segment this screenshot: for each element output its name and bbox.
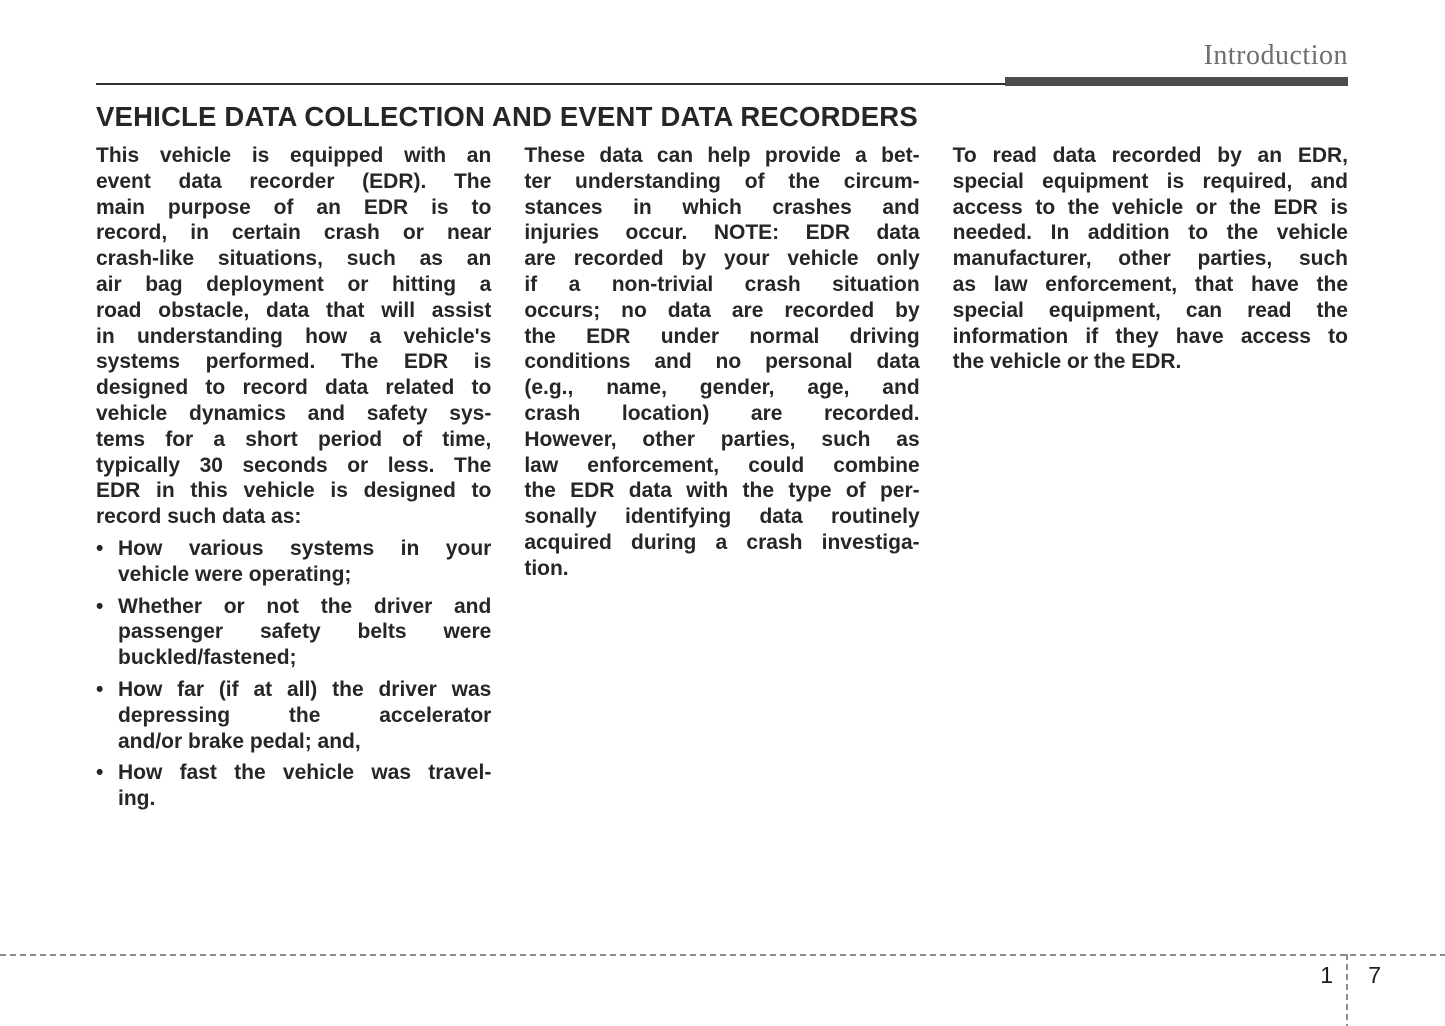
header-rule-thick <box>1005 77 1348 86</box>
text-line: depressing the accelerator <box>118 703 492 727</box>
text-line: injuries occur. NOTE: EDR data <box>524 221 920 245</box>
text-line: (e.g., name, gender, age, and <box>524 376 920 400</box>
text-line: buckled/fastened; <box>118 646 297 670</box>
text-line: as law enforcement, that have the <box>952 272 1348 296</box>
bullet-marker: • <box>96 594 104 618</box>
text-line: Whether or not the driver and <box>118 594 492 618</box>
text-line: are recorded by your vehicle only <box>524 247 920 271</box>
bullet-item <box>96 677 491 754</box>
text-line: ing. <box>118 787 156 811</box>
text-line: vehicle were operating; <box>118 562 352 586</box>
text-line: This vehicle is equipped with an <box>96 144 492 167</box>
bullet-marker: • <box>96 677 104 701</box>
bullet-marker: • <box>96 761 104 785</box>
text-column <box>524 143 919 812</box>
text-line: To read data recorded by an EDR, <box>952 144 1348 167</box>
footer-dashed-rule <box>0 954 1445 956</box>
header-rule <box>96 77 1348 86</box>
text-line: systems performed. The EDR is <box>96 350 492 374</box>
text-line: conditions and no personal data <box>524 350 920 374</box>
text-line: How fast the vehicle was travel- <box>118 761 492 785</box>
bullet-item <box>96 594 491 671</box>
text-line: ter understanding of the circum- <box>524 169 920 193</box>
text-line: event data recorder (EDR). The <box>96 169 492 193</box>
text-line: How far (if at all) the driver was <box>118 677 492 701</box>
paragraph <box>96 143 491 530</box>
text-line: EDR in this vehicle is designed to <box>96 479 492 503</box>
section-title: Introduction <box>1203 40 1348 71</box>
bullet-marker: • <box>96 536 104 560</box>
text-line: vehicle dynamics and safety sys- <box>96 401 492 425</box>
text-line: tems for a short period of time, <box>96 427 492 451</box>
chapter-number: 1 <box>1320 962 1333 988</box>
page-footer <box>0 954 1445 1026</box>
text-line: record, in certain crash or near <box>96 221 492 245</box>
bullet-item <box>96 536 491 588</box>
text-line: acquired during a crash investiga- <box>524 530 920 554</box>
text-line: special equipment, can read the <box>952 298 1348 322</box>
bullet-text <box>118 536 491 588</box>
text-line: occurs; no data are recorded by <box>524 298 920 322</box>
text-column <box>96 143 491 812</box>
paragraph <box>953 143 1348 375</box>
text-line: However, other parties, such as <box>524 427 920 451</box>
text-line: air bag deployment or hitting a <box>96 272 492 296</box>
text-line: road obstacle, data that will assist <box>96 298 492 322</box>
page-title: VEHICLE DATA COLLECTION AND EVENT DATA RECORDERS <box>96 101 918 132</box>
footer-dashed-divider <box>1346 954 1348 1026</box>
text-line: special equipment is required, and <box>952 169 1348 193</box>
text-line: needed. In addition to the vehicle <box>952 221 1348 245</box>
bullet-text <box>118 760 491 812</box>
bullet-text <box>118 594 491 671</box>
text-line: main purpose of an EDR is to <box>96 195 492 219</box>
text-line: and/or brake pedal; and, <box>118 729 361 753</box>
bullet-item <box>96 760 491 812</box>
text-line: designed to record data related to <box>96 376 492 400</box>
text-line: the vehicle or the EDR. <box>952 350 1182 374</box>
header-rule-thin <box>96 83 1005 85</box>
page-header <box>96 40 1348 86</box>
text-line: information if they have access to <box>952 324 1348 348</box>
text-line: manufacturer, other parties, such <box>952 247 1348 271</box>
text-line: the EDR under normal driving <box>524 324 920 348</box>
text-line: How various systems in your <box>118 536 492 560</box>
text-line: passenger safety belts were <box>118 620 492 644</box>
paragraph <box>524 143 919 582</box>
text-line: access to the vehicle or the EDR is <box>952 195 1348 219</box>
text-line: tion. <box>524 556 569 580</box>
text-line: stances in which crashes and <box>524 195 920 219</box>
text-line: crash-like situations, such as an <box>96 247 492 271</box>
text-line: the EDR data with the type of per- <box>524 479 920 503</box>
bullet-text <box>118 677 491 754</box>
text-line: sonally identifying data routinely <box>524 505 920 529</box>
text-line: if a non-trivial crash situation <box>524 272 920 296</box>
body-columns <box>96 143 1348 812</box>
text-line: These data can help provide a bet- <box>524 144 920 167</box>
text-line: in understanding how a vehicle's <box>96 324 492 348</box>
text-line: typically 30 seconds or less. The <box>96 453 492 477</box>
text-line: crash location) are recorded. <box>524 401 920 425</box>
text-column <box>953 143 1348 812</box>
text-line: record such data as: <box>96 505 302 529</box>
text-line: law enforcement, could combine <box>524 453 920 477</box>
page-number: 7 <box>1368 962 1381 988</box>
